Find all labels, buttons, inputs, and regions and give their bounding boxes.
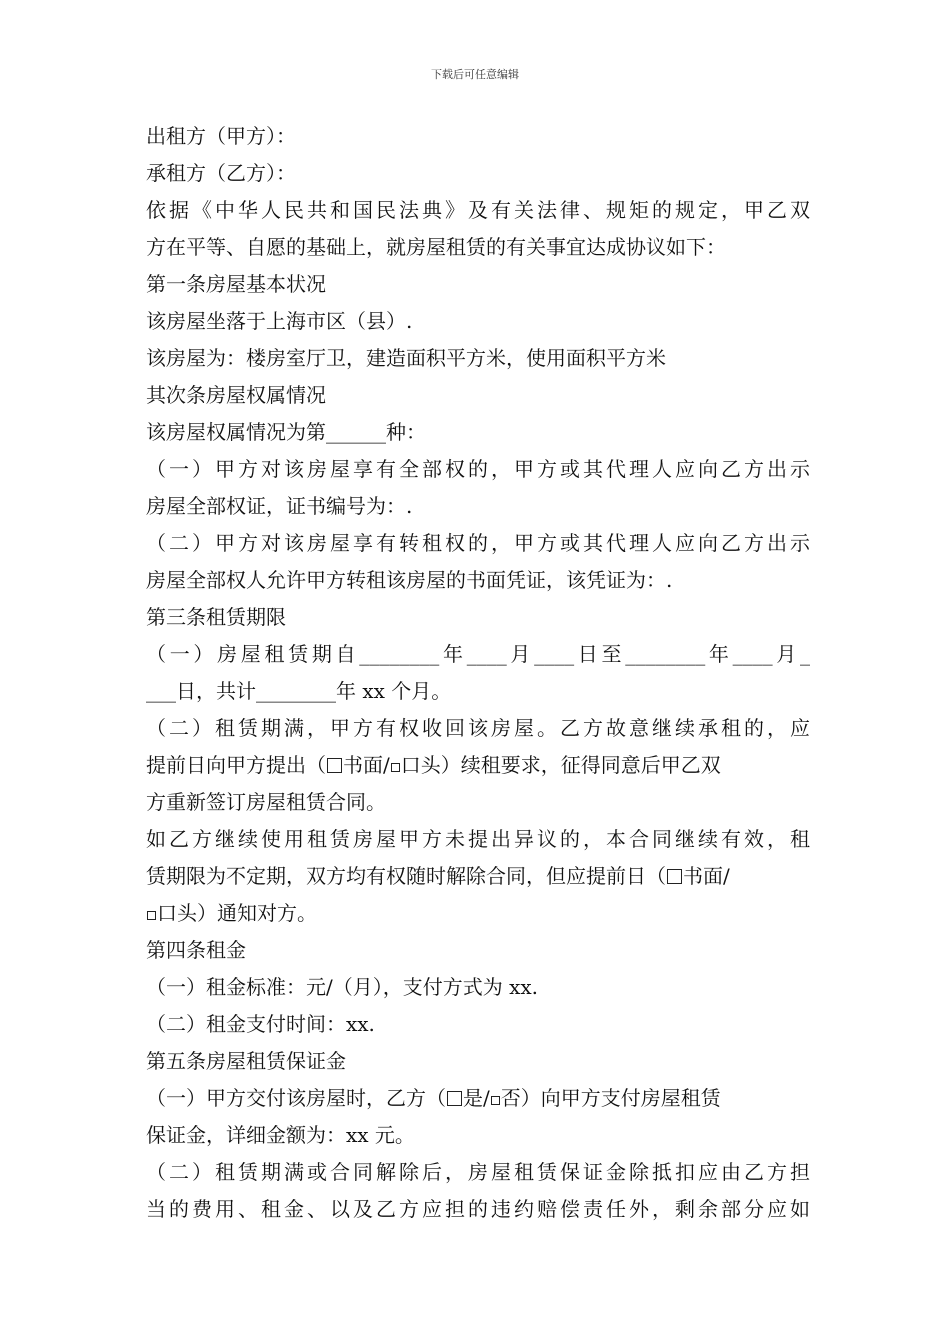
paragraph-line: 房屋全部权人允许甲方转租该房屋的书面凭证，该凭证为：. (146, 568, 673, 592)
paragraph-line: 出租方（甲方）： (146, 124, 296, 148)
small-checkbox-icon (391, 763, 400, 772)
paragraph-line: （一）房屋租赁期自________年____月____日至________年____月_ (146, 642, 810, 666)
line-text: 口头）通知对方。 (157, 901, 317, 925)
paragraph-line: ___日，共计________年 xx 个月。 (146, 679, 452, 703)
paragraph-line: （二）租赁期满，甲方有权收回该房屋。乙方故意继续承租的，应 (146, 716, 810, 740)
paragraph-line: 如乙方继续使用租赁房屋甲方未提出异议的，本合同继续有效，租 (146, 827, 810, 851)
line-text: 提前日向甲方提出（ (146, 753, 326, 777)
paragraph-line: 该房屋坐落于上海市区（县）. (146, 309, 413, 333)
line-text: 口头）续租要求，征得同意后甲乙双 (400, 753, 721, 777)
document-body (146, 118, 810, 1228)
line-text: 书面/ (683, 864, 730, 888)
paragraph-line: 承租方（乙方）： (146, 161, 296, 185)
line-text: （一）甲方交付该房屋时，乙方（ (146, 1086, 446, 1110)
paragraph-line: 依据《中华人民共和国民法典》及有关法律、规矩的规定，甲乙双 (146, 198, 810, 222)
paragraph-line (146, 895, 810, 932)
paragraph-line: （二）租赁期满或合同解除后，房屋租赁保证金除抵扣应由乙方担 (146, 1160, 810, 1184)
page-header: 下载后可任意编辑 (431, 68, 519, 81)
section-heading: 第五条房屋租赁保证金 (146, 1049, 346, 1073)
line-text: 是/ (463, 1086, 490, 1110)
paragraph-line: （一）租金标准：元/（月），支付方式为 xx. (146, 975, 539, 999)
section-heading: 第一条房屋基本状况 (146, 272, 326, 296)
section-heading: 第四条租金 (146, 938, 246, 962)
paragraph-line: 该房屋为：楼房室厅卫，建造面积平方米，使用面积平方米 (146, 346, 666, 370)
paragraph-line: 房屋全部权证，证书编号为：. (146, 494, 413, 518)
paragraph-line: 方在平等、自愿的基础上，就房屋租赁的有关事宜达成协议如下： (146, 235, 726, 259)
checkbox-icon (447, 1091, 462, 1106)
section-heading: 第三条租赁期限 (146, 605, 286, 629)
section-heading: 其次条房屋权属情况 (146, 383, 326, 407)
paragraph-line (146, 1080, 810, 1117)
paragraph-line: （一）甲方对该房屋享有全部权的，甲方或其代理人应向乙方出示 (146, 457, 810, 481)
paragraph-line: 该房屋权属情况为第______种： (146, 420, 426, 444)
small-checkbox-icon (491, 1096, 500, 1105)
paragraph-line (146, 747, 810, 784)
paragraph-line: 方重新签订房屋租赁合同。 (146, 790, 386, 814)
paragraph-line: 保证金，详细金额为：xx 元。 (146, 1123, 415, 1147)
line-text: 否）向甲方支付房屋租赁 (500, 1086, 721, 1110)
paragraph-line: 当的费用、租金、以及乙方应担的违约赔偿责任外，剩余部分应如 (146, 1197, 810, 1221)
paragraph-line: （二）甲方对该房屋享有转租权的，甲方或其代理人应向乙方出示 (146, 531, 810, 555)
checkbox-icon (327, 758, 342, 773)
small-checkbox-icon (147, 911, 156, 920)
checkbox-icon (667, 869, 682, 884)
paragraph-line: （二）租金支付时间：xx. (146, 1012, 375, 1036)
line-text: 赁期限为不定期，双方均有权随时解除合同，但应提前日（ (146, 864, 666, 888)
paragraph-line (146, 858, 810, 895)
line-text: 书面/ (343, 753, 390, 777)
